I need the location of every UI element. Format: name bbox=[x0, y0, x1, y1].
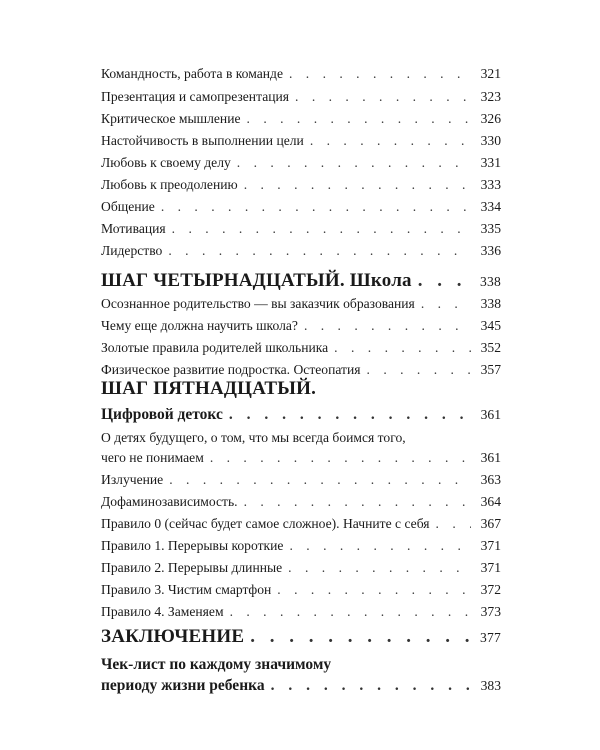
toc-entry[interactable] bbox=[101, 296, 501, 312]
chapter-page: 338 bbox=[480, 274, 501, 289]
toc-entry-title: Чему еще должна научить школа? bbox=[101, 318, 298, 333]
leader-dots bbox=[168, 243, 471, 259]
toc-entry-page: 326 bbox=[480, 111, 501, 126]
toc-entry[interactable] bbox=[101, 155, 501, 171]
toc-entry-page: 371 bbox=[480, 560, 501, 575]
toc-entry-title: Мотивация bbox=[101, 221, 166, 236]
toc-entry-page: 323 bbox=[480, 89, 501, 104]
leader-dots bbox=[210, 450, 471, 466]
leader-dots bbox=[250, 626, 471, 648]
checklist-title-line1: Чек-лист по каждому значимому bbox=[101, 656, 332, 673]
toc-entry-title: Дофаминозависимость. bbox=[101, 494, 238, 509]
chapter-page: 377 bbox=[480, 630, 501, 645]
toc-entry[interactable] bbox=[101, 133, 501, 149]
toc-entry[interactable] bbox=[101, 538, 501, 554]
toc-entry-page: 371 bbox=[480, 538, 501, 553]
toc-entry[interactable] bbox=[101, 450, 501, 466]
toc-entry-title: Правило 2. Перерывы длинные bbox=[101, 560, 283, 575]
chapter-page: 361 bbox=[480, 407, 501, 422]
leader-dots bbox=[310, 133, 471, 149]
toc-entry-page: 372 bbox=[480, 582, 501, 597]
toc-entry-page: 336 bbox=[480, 243, 501, 258]
toc-entry[interactable] bbox=[101, 582, 501, 598]
toc-entry-title: Правило 0 (сейчас будет самое сложное). Начните с себя bbox=[101, 516, 430, 531]
toc-entry[interactable] bbox=[101, 177, 501, 193]
toc-entry-page: 321 bbox=[480, 66, 501, 81]
leader-dots bbox=[277, 582, 471, 598]
chapter-title: периоду жизни ребенка bbox=[101, 677, 265, 694]
toc-entry-page: 335 bbox=[480, 221, 501, 236]
toc-chapter-step15[interactable] bbox=[101, 406, 501, 424]
leader-dots bbox=[244, 494, 471, 510]
toc-entry-title: Настойчивость в выполнении цели bbox=[101, 133, 304, 148]
toc-entry-title: Любовь к своему делу bbox=[101, 155, 231, 170]
toc-entry[interactable] bbox=[101, 516, 501, 532]
toc-entry[interactable] bbox=[101, 199, 501, 215]
toc-entry-page: 338 bbox=[480, 296, 501, 311]
toc-entry-title: Лидерство bbox=[101, 243, 163, 258]
leader-dots bbox=[229, 406, 471, 424]
toc-entry[interactable] bbox=[101, 111, 501, 127]
toc-entry[interactable] bbox=[101, 560, 501, 576]
toc-entry-title: чего не понимаем bbox=[101, 450, 204, 465]
leader-dots bbox=[304, 318, 471, 334]
toc-entry-title: Общение bbox=[101, 199, 155, 214]
leader-dots bbox=[244, 177, 471, 193]
leader-dots bbox=[172, 221, 471, 237]
toc-entry-page: 357 bbox=[480, 362, 501, 377]
leader-dots bbox=[169, 472, 471, 488]
leader-dots bbox=[436, 516, 471, 532]
toc-entry-page: 345 bbox=[480, 318, 501, 333]
leader-dots bbox=[161, 199, 471, 215]
toc-entry-title: Правило 3. Чистим смартфон bbox=[101, 582, 272, 597]
leader-dots bbox=[289, 66, 471, 82]
toc-entry[interactable] bbox=[101, 604, 501, 620]
toc-entry-title-line1: О детях будущего, о том, что мы всегда боимся того, bbox=[101, 430, 406, 445]
toc-entry-title: Физическое развитие подростка. Остеопатия bbox=[101, 362, 361, 377]
leader-dots bbox=[247, 111, 471, 127]
leader-dots bbox=[289, 538, 471, 554]
toc-entry-title: Презентация и самопрезентация bbox=[101, 89, 290, 104]
leader-dots bbox=[418, 270, 471, 292]
toc-chapter-step14[interactable] bbox=[101, 270, 501, 292]
toc-entry[interactable] bbox=[101, 318, 501, 334]
chapter-title: ЗАКЛЮЧЕНИЕ bbox=[101, 626, 245, 647]
leader-dots bbox=[334, 340, 471, 356]
toc-entry[interactable] bbox=[101, 66, 501, 82]
toc-entry-title: Правило 1. Перерывы короткие bbox=[101, 538, 284, 553]
toc-entry[interactable] bbox=[101, 362, 501, 378]
toc-entry-title: Командность, работа в команде bbox=[101, 66, 283, 81]
toc-entry-page: 361 bbox=[480, 450, 501, 465]
toc-entry[interactable] bbox=[101, 340, 501, 356]
toc-entry-title: Золотые правила родителей школьника bbox=[101, 340, 329, 355]
toc-entry[interactable] bbox=[101, 221, 501, 237]
chapter-title: Цифровой детокс bbox=[101, 406, 223, 423]
leader-dots bbox=[271, 677, 471, 695]
leader-dots bbox=[421, 296, 471, 312]
toc-entry-title: Излучение bbox=[101, 472, 164, 487]
leader-dots bbox=[367, 362, 471, 378]
toc-entry-page: 330 bbox=[480, 133, 501, 148]
toc-entry-page: 352 bbox=[480, 340, 501, 355]
chapter-page: 383 bbox=[480, 678, 501, 693]
leader-dots bbox=[237, 155, 471, 171]
toc-entry-page: 333 bbox=[480, 177, 501, 192]
toc-entry-title: Правило 4. Заменяем bbox=[101, 604, 224, 619]
leader-dots bbox=[288, 560, 471, 576]
toc-entry[interactable] bbox=[101, 472, 501, 488]
toc-entry-page: 367 bbox=[480, 516, 501, 531]
toc-entry-title: Осознанное родительство — вы заказчик образования bbox=[101, 296, 415, 311]
toc-entry-page: 364 bbox=[480, 494, 501, 509]
chapter-title-line1: ШАГ ПЯТНАДЦАТЫЙ. bbox=[101, 378, 317, 399]
toc-entry-page: 331 bbox=[480, 155, 501, 170]
toc-entry-title: Критическое мышление bbox=[101, 111, 241, 126]
leader-dots bbox=[295, 89, 471, 105]
toc-entry[interactable] bbox=[101, 243, 501, 259]
toc-chapter-conclusion[interactable] bbox=[101, 626, 501, 648]
chapter-title: ШАГ ЧЕТЫРНАДЦАТЫЙ. Школа bbox=[101, 270, 412, 291]
toc-chapter-checklist[interactable] bbox=[101, 677, 501, 695]
toc-entry-page: 373 bbox=[480, 604, 501, 619]
toc-entry-page: 363 bbox=[480, 472, 501, 487]
leader-dots bbox=[230, 604, 471, 620]
toc-entry-title: Любовь к преодолению bbox=[101, 177, 238, 192]
toc-entry-page: 334 bbox=[480, 199, 501, 214]
toc-entry[interactable] bbox=[101, 494, 501, 510]
toc-entry[interactable] bbox=[101, 89, 501, 105]
